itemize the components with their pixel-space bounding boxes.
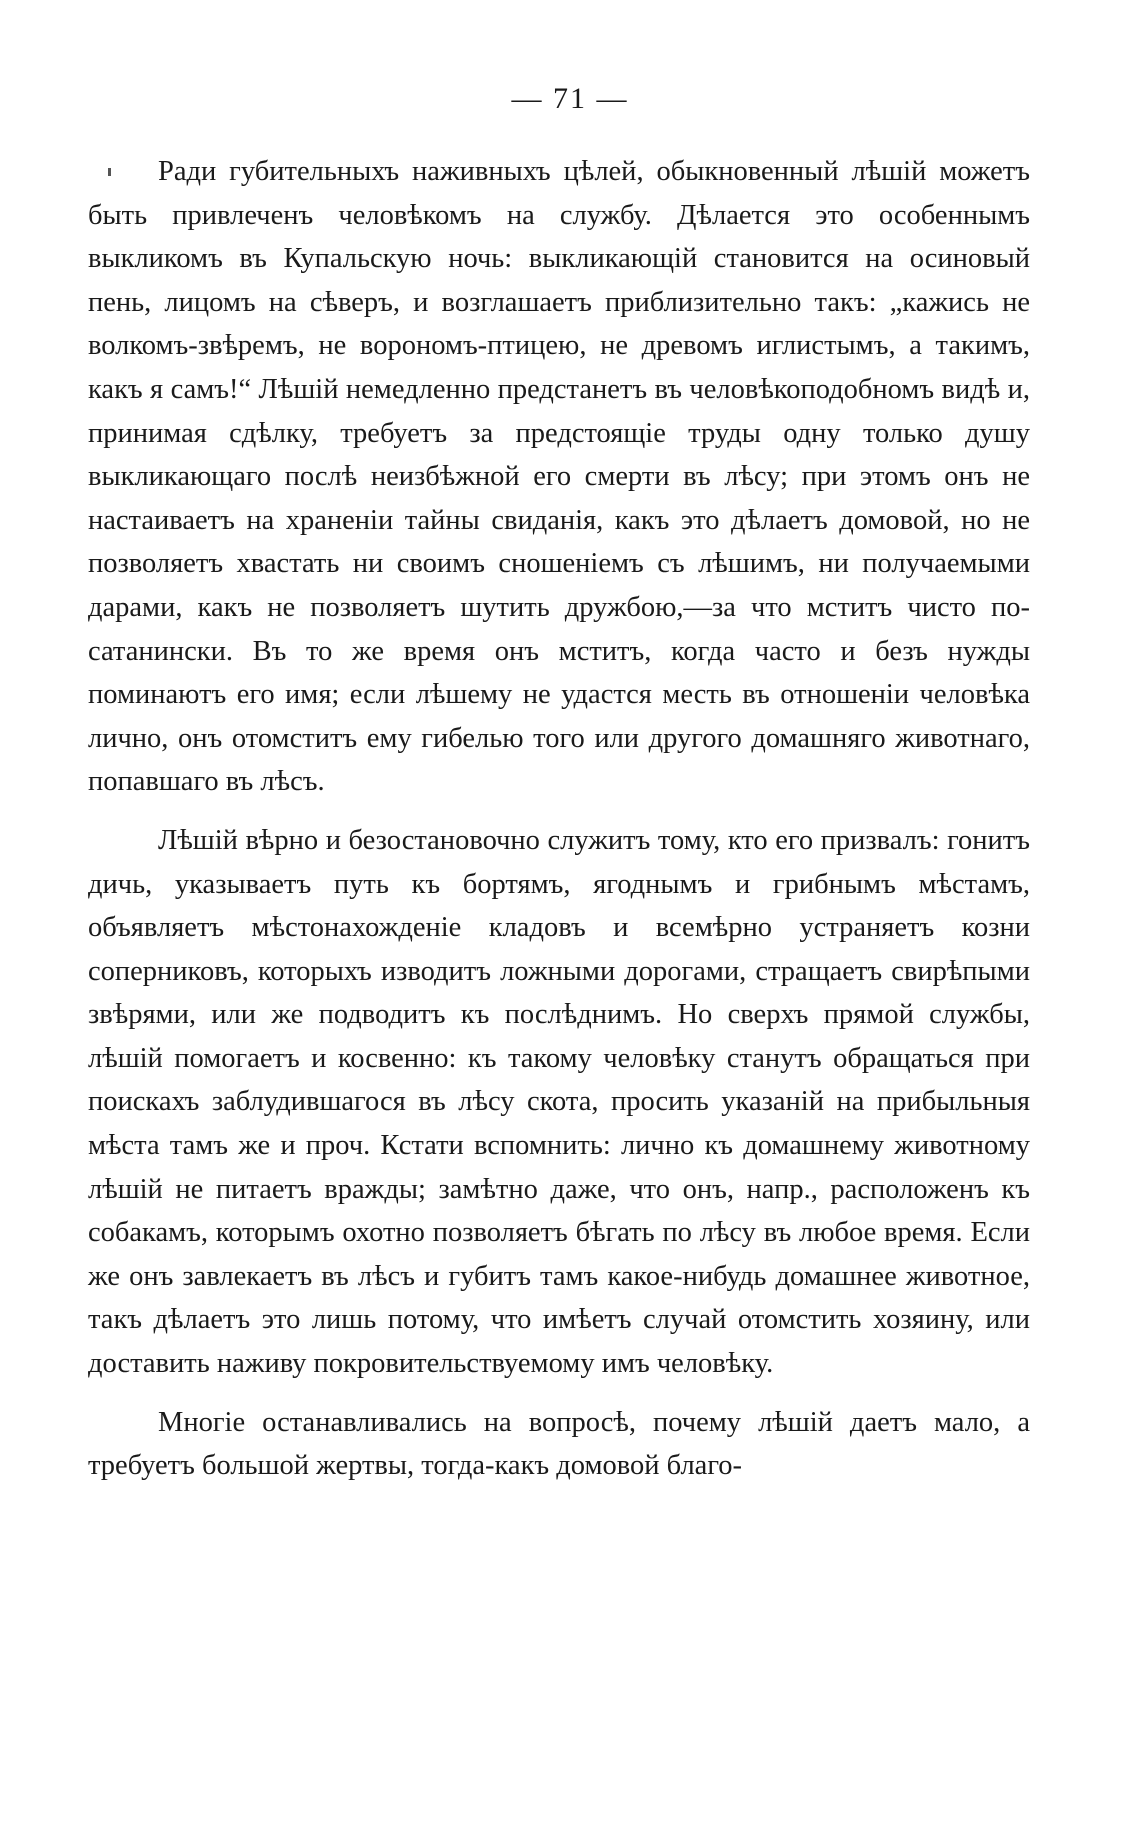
page-number: — 71 — xyxy=(511,82,629,115)
page-body-text xyxy=(88,150,1030,1488)
paragraph-2: Лѣшій вѣрно и безостановочно служитъ тому, кто его призвалъ: гонитъ дичь, указываетъ путь къ бортямъ, ягоднымъ и грибнымъ мѣстамъ, объявляетъ мѣстонахожденіе кладовъ и всемѣрно устраняетъ козни соперниковъ, которыхъ изводитъ ложными дорогами, стращаетъ свирѣпыми звѣрями, или же подводитъ къ послѣднимъ. Но сверхъ прямой службы, лѣшій помогаетъ и косвенно: къ такому человѣку станутъ обращаться при поискахъ заблудившагося въ лѣсу скота, просить указаній на прибыльныя мѣста тамъ же и проч. Кстати вспомнить: лично къ домашнему животному лѣшій не питаетъ вражды; замѣтно даже, что онъ, напр., расположенъ къ собакамъ, которымъ охотно позволяетъ бѣгать по лѣсу въ любое время. Если же онъ завлекаетъ въ лѣсъ и губитъ тамъ какое-нибудь домашнее животное, такъ дѣлаетъ это лишь потому, что имѣетъ случай отомстить хозяину, или доставить наживу покровительствуемому имъ человѣку. xyxy=(88,824,1030,1380)
paragraph-1: Ради губительныхъ наживныхъ цѣлей, обыкновенный лѣшій можетъ быть привлеченъ человѣкомъ на службу. Дѣлается это особеннымъ выкликомъ въ Купальскую ночь: выкликающій становится на осиновый пень, лицомъ на сѣверъ, и возглашаетъ приблизительно такъ: „кажись не волкомъ-звѣремъ, не ворономъ-птицею, не древомъ иглистымъ, а такимъ, какъ я самъ!“ Лѣшій немедленно предстанетъ въ человѣкоподобномъ видѣ и, принимая сдѣлку, требуетъ за предстоящіе труды одну только душу выкликающаго послѣ неизбѣжной его смерти въ лѣсу; при этомъ онъ не настаиваетъ на храненіи тайны свиданія, какъ это дѣлаетъ домовой, но не позволяетъ хвастать ни своимъ сношеніемъ съ лѣшимъ, ни получаемыми дарами, какъ не позволяетъ шутить дружбою,—за что мститъ чисто по-сатанински. Въ то же время онъ мститъ, когда часто и безъ нужды поминаютъ его имя; если лѣшему не удастся месть въ отношеніи человѣка лично, онъ отомститъ ему гибелью того или другого домашняго животнаго, попавшаго въ лѣсъ. xyxy=(88,156,1030,798)
paragraph-3: Многіе останавливались на вопросѣ, почему лѣшій даетъ мало, а требуетъ большой жертвы, тогда-какъ домовой благо- xyxy=(88,1406,1030,1482)
